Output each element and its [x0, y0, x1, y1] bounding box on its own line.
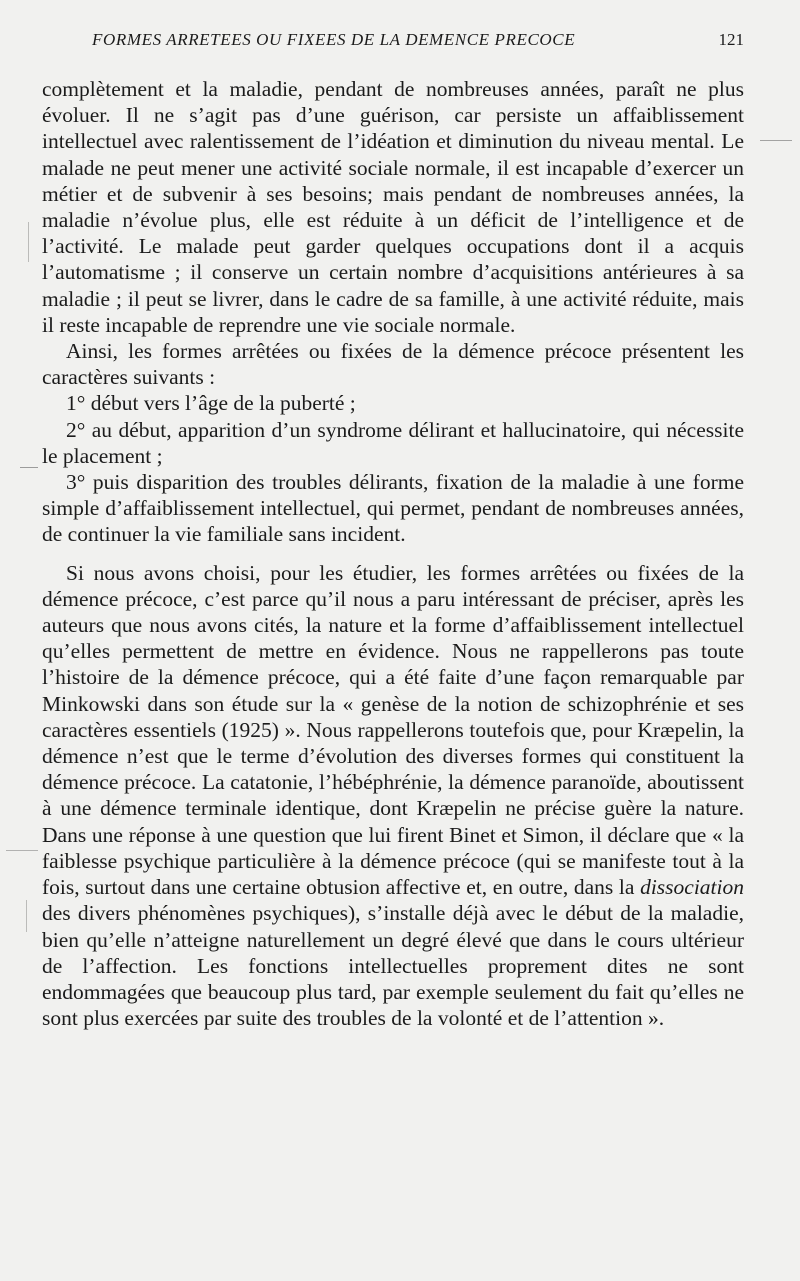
page-header	[42, 30, 744, 54]
margin-pencil-mark	[20, 467, 38, 468]
paragraph-characteristics-intro: Ainsi, les formes arrêtées ou fixées de la démence précoce présentent les caractères suivants :	[42, 339, 744, 390]
list-item-2: 2° au début, apparition d’un syndrome délirant et hallucinatoire, qui nécessite le placement ;	[42, 417, 744, 468]
list-item-3: 3° puis disparition des troubles délirants, fixation de la maladie à une forme simple d’affaiblissement intellectuel, qui permet, pendant de nombreuses années, de continuer la vie familiale sans incident.	[42, 470, 744, 547]
body-text	[42, 76, 744, 1031]
margin-pencil-mark	[6, 850, 38, 851]
paragraph-kraepelin-italic: dissociation	[640, 875, 744, 900]
paragraph-continuation: complètement et la maladie, pendant de nombreuses années, paraît ne plus évoluer. Il ne s’agit pas d’une guérison, car persiste un affaiblissement intellectuel avec ralentissement de l’idéation et diminution du niveau mental. Le malade ne peut mener une activité sociale normale, il est incapable d’exercer un métier et de subvenir à ses besoins; mais pendant de nombreuses années, la maladie n’évolue plus, elle est réduite à un déficit de l’intelligence et de l’activité. Le malade peut garder quelques occupations dont il a acquis l’automatisme ; il conserve un certain nombre d’acquisitions antérieures à sa maladie ; il peut se livrer, dans le cadre de sa famille, à une activité réduite, mais il reste incapable de reprendre une vie sociale normale.	[42, 77, 744, 337]
margin-pencil-mark	[28, 222, 29, 262]
margin-pencil-mark	[760, 140, 792, 141]
paragraph-kraepelin-part-1: Si nous avons choisi, pour les étudier, les formes arrêtées ou fixées de la démence précoce, c’est parce qu’il nous a paru intéressant de préciser, après les auteurs que nous avons cités, la nature et la forme d’affaiblissement intellectuel qu’elles permettent de mettre en évidence. Nous ne rappellerons pas toute l’histoire de la démence précoce, qui a été faite d’une façon remarquable par Minkowski dans son étude sur la « genèse de la notion de schizophrénie et ses caractères essentiels (1925) ». Nous rappellerons toutefois que, pour Kræpelin, la démence n’est que le terme d’évolution des diverses formes qui constituent la démence précoce. La catatonie, l’hébéphrénie, la démence paranoïde, aboutissent à une démence terminale identique, dont Kræpelin ne précise guère la nature. Dans une réponse à une question que lui firent Binet et Simon, il déclare que « la faiblesse psychique particulière à la démence précoce (qui se manifeste tout à la fois, surtout dans une certaine obtusion affective et, en outre, dans la	[42, 560, 744, 900]
list-item-1: 1° début vers l’âge de la puberté ;	[66, 391, 356, 416]
page-number: 121	[718, 30, 744, 49]
paragraph-kraepelin-part-2: des divers phénomènes psychiques), s’installe déjà avec le début de la maladie, bien qu’elle n’atteigne naturellement un degré élevé que dans le cours ultérieur de l’affection. Les fonctions intellectuelles proprement dites ne sont endommagées que beaucoup plus tard, par exemple seulement du fait qu’elles ne sont plus exercées par suite des troubles de la volonté et de l’attention ».	[42, 901, 744, 1031]
running-title: FORMES ARRETEES OU FIXEES DE LA DEMENCE PRECOCE	[92, 30, 576, 49]
margin-pencil-mark	[26, 900, 27, 932]
paragraph-kraepelin	[42, 560, 744, 1032]
